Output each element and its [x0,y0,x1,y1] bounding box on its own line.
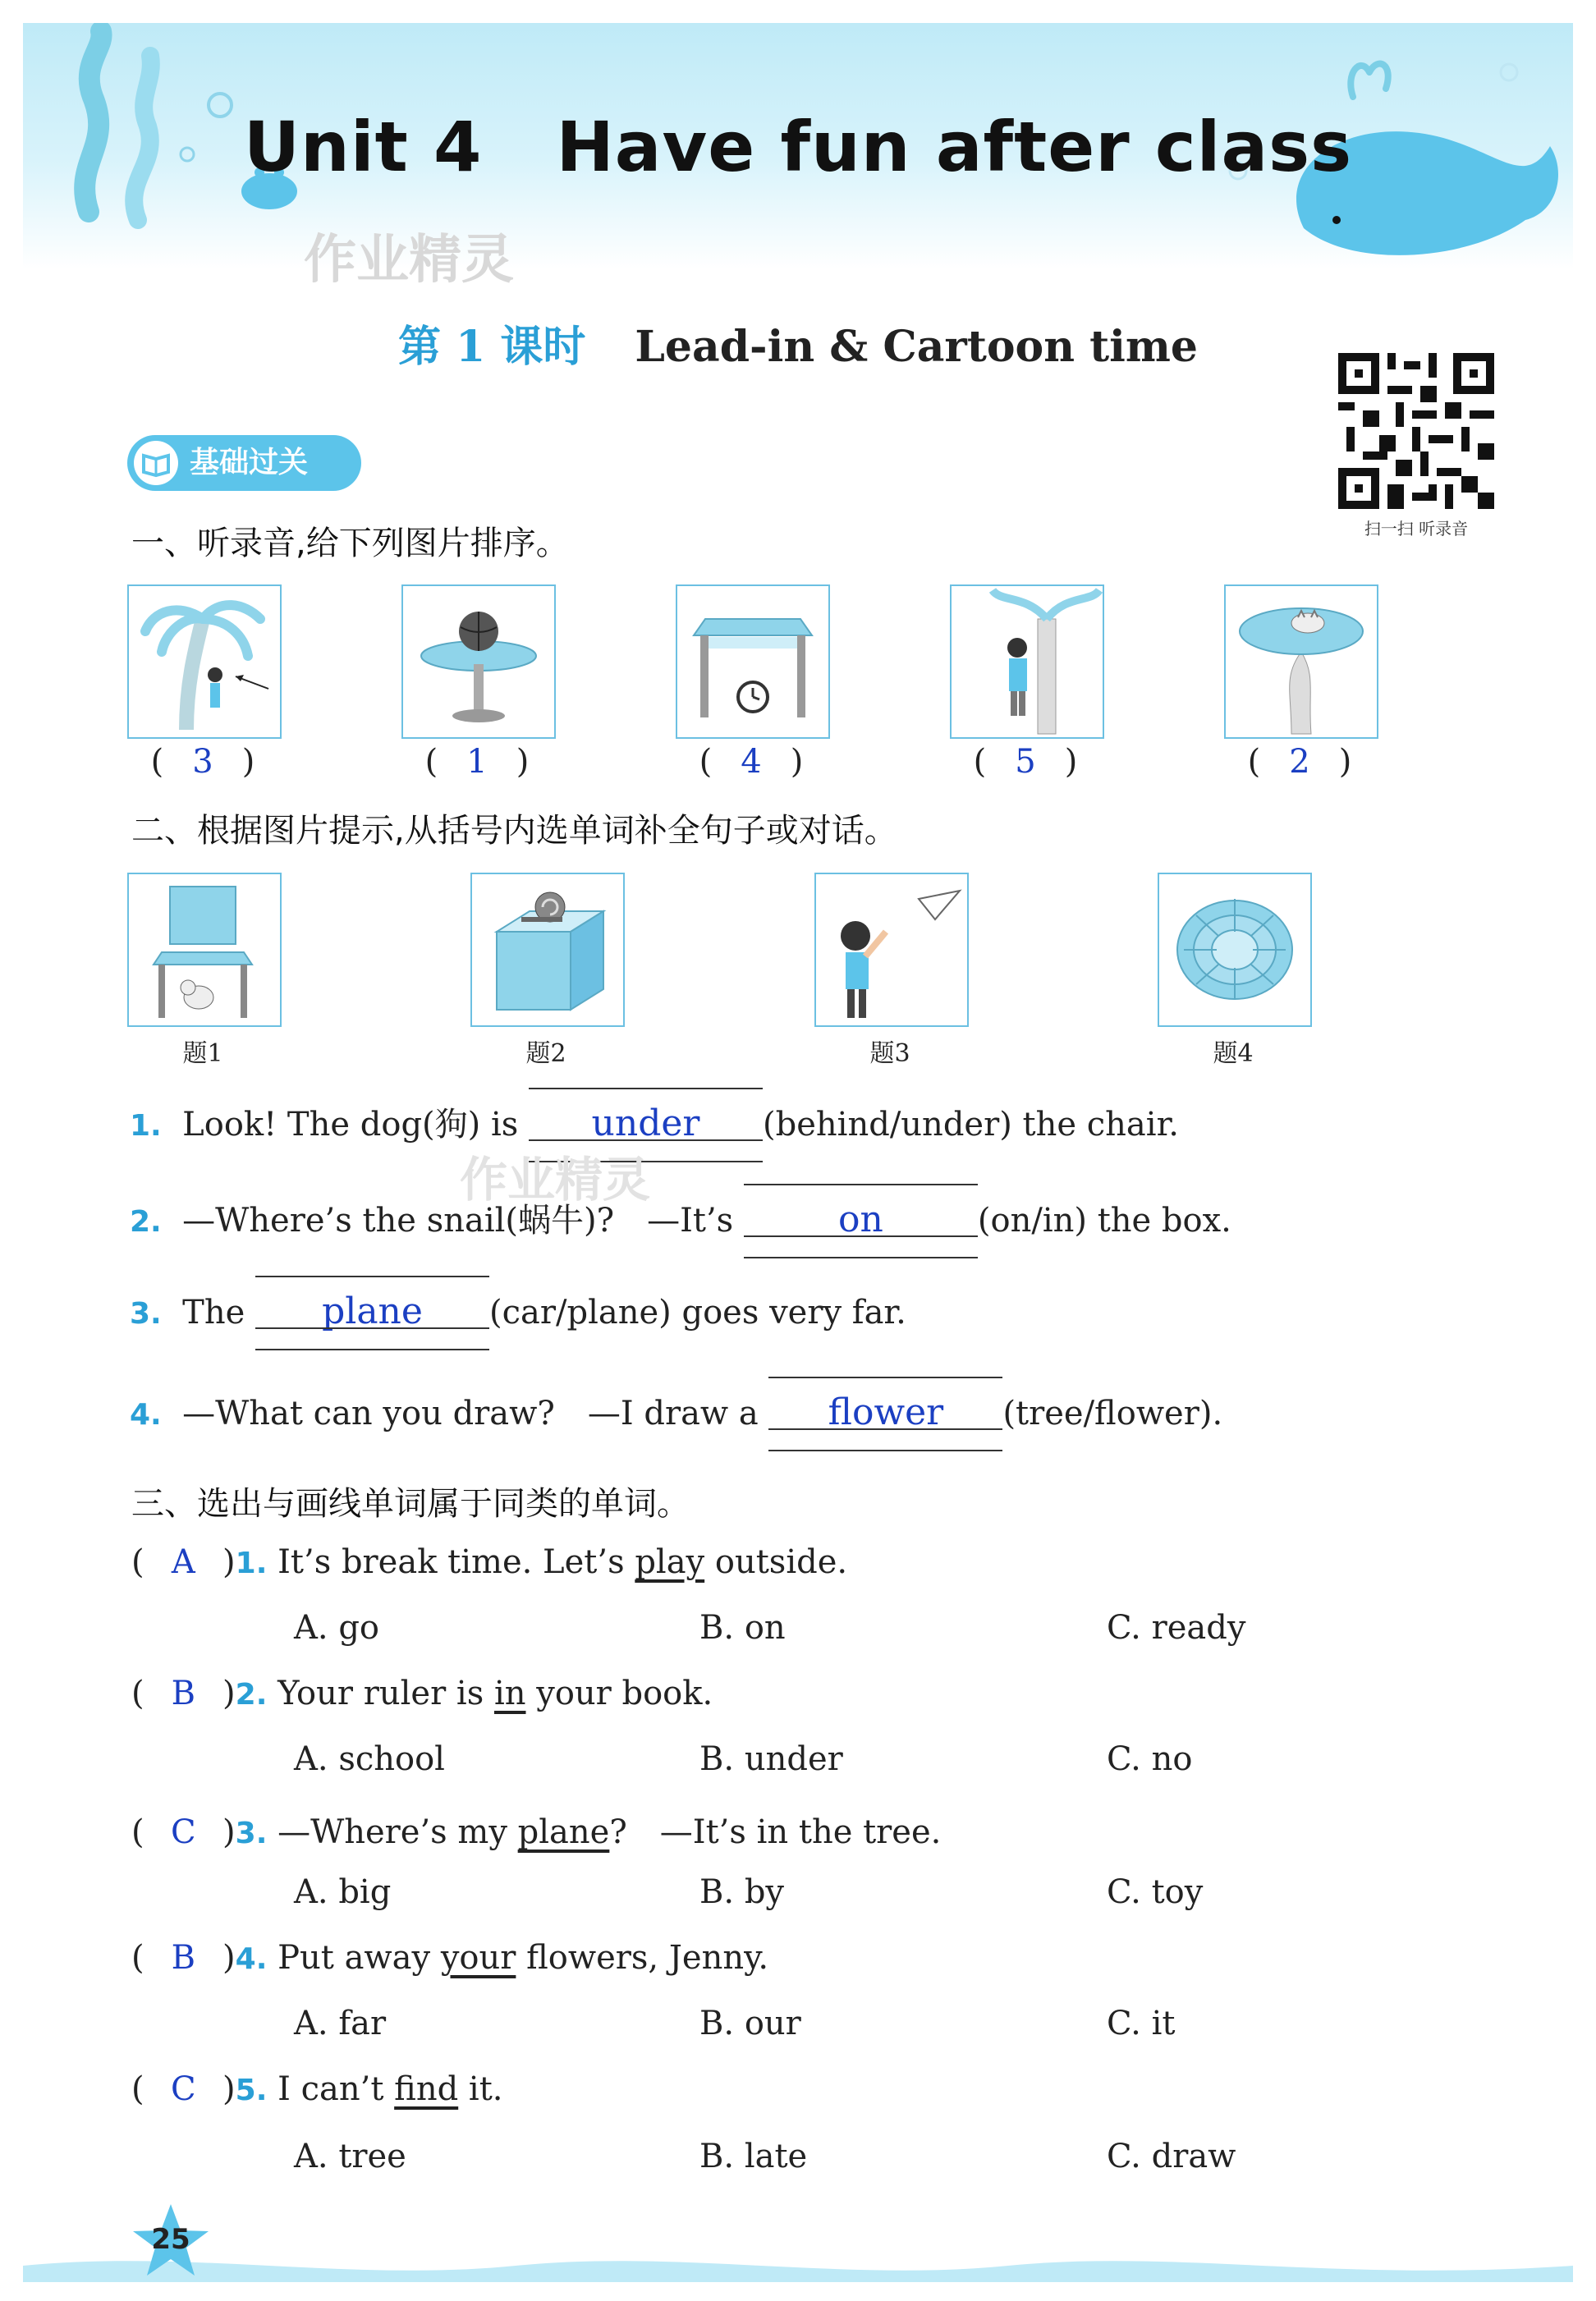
section1-title: 一、听录音,给下列图片排序。 [131,525,569,562]
s3-q5-option-a[interactable]: A. tree [294,2138,406,2175]
s3-q5-option-c[interactable]: C. draw [1107,2138,1236,2175]
s2-blank-1[interactable]: under [529,1102,763,1144]
s2-item-4: 4. —What can you draw? —I draw a flower (tree/flower). [130,1387,1222,1434]
s1-answer-2[interactable]: ( 1 ) [424,743,530,781]
section-badge [127,435,361,491]
s3-q2-option-c[interactable]: C. no [1107,1740,1193,1778]
s1-answer-4[interactable]: ( 5 ) [973,743,1078,781]
s3-answer-5[interactable]: C [171,2070,196,2108]
section2-title: 二、根据图片提示,从括号内选单词补全句子或对话。 [131,812,897,850]
boy-paper-plane-icon [816,874,967,1025]
s3-answer-2[interactable]: B [171,1675,196,1712]
lesson-number: 第 1 课时 [397,322,586,372]
s2-caption-4: 题4 [1213,1039,1254,1068]
dog-under-chair-icon [129,874,280,1025]
unit-name: Have fun after class [556,107,1353,187]
palm-tree-boy-icon [129,586,280,737]
s1-answer-3[interactable]: ( 4 ) [699,743,804,781]
s2-caption-1: 题1 [182,1039,223,1068]
s1-picture-5 [1224,584,1378,739]
s2-item-3: 3. The plane (car/plane) goes very far. [130,1290,906,1332]
s2-blank-4[interactable]: flower [768,1391,1002,1433]
watermark: 作业精灵 [304,230,514,291]
s3-answer-3[interactable]: C [171,1813,196,1851]
s3-answer-4[interactable]: B [171,1939,196,1977]
s3-q4-option-b[interactable]: B. our [699,2005,801,2042]
watermark-2: 作业精灵 [460,1152,651,1208]
s2-picture-3 [814,873,969,1027]
qr-caption: 扫一扫 听录音 [1364,519,1469,539]
s3-question-5: ( C )5. I can’t find it. [131,2070,503,2108]
s2-blank-2[interactable]: on [744,1199,978,1240]
s3-q5-option-b[interactable]: B. late [699,2138,808,2175]
s3-q3-option-a[interactable]: A. big [294,1873,392,1911]
s3-q2-option-a[interactable]: A. school [294,1740,445,1778]
boy-by-tree-icon [952,586,1103,737]
s1-picture-1 [127,584,282,739]
s1-answer-5[interactable]: ( 2 ) [1247,743,1352,781]
s3-answer-1[interactable]: A [171,1543,195,1581]
page-number: 25 [151,2223,190,2256]
s2-blank-3[interactable]: plane [255,1290,489,1332]
s3-question-1: ( A )1. It’s break time. Let’s play outside. [131,1543,848,1581]
unit-number: Unit 4 [243,107,483,187]
s2-picture-2 [470,873,625,1027]
clock-under-desk-icon [677,586,828,737]
s1-picture-4 [950,584,1104,739]
s1-picture-2 [401,584,556,739]
s2-item-2: 2. —Where’s the snail(蜗牛)? —It’s on (on/in) the box. [130,1194,1231,1241]
book-icon [134,441,178,485]
s2-item-1: 1. Look! The dog(狗) is under (behind/under) the chair. [130,1098,1179,1145]
s2-picture-1 [127,873,282,1027]
lesson-name: Lead-in & Cartoon time [635,322,1199,372]
unit-title [0,107,1596,187]
s3-q3-option-c[interactable]: C. toy [1107,1873,1204,1911]
ball-on-table-icon [403,586,554,737]
s3-q4-option-a[interactable]: A. far [294,2005,387,2042]
s1-picture-3 [676,584,830,739]
badge-label: 基础过关 [190,446,309,479]
s3-q4-option-c[interactable]: C. it [1107,2005,1176,2042]
s3-q3-option-b[interactable]: B. by [699,1873,785,1911]
s2-caption-3: 题3 [869,1039,910,1068]
s3-q1-option-b[interactable]: B. on [699,1609,786,1647]
snail-on-box-icon [472,874,623,1025]
footer-wave [23,2249,1573,2282]
s2-picture-4 [1158,873,1312,1027]
s2-caption-2: 题2 [525,1039,566,1068]
section3-title: 三、选出与画线单词属于同类的单词。 [131,1485,690,1523]
s3-question-3: ( C )3. —Where’s my plane? —It’s in the tree. [131,1813,942,1851]
s3-q2-option-b[interactable]: B. under [699,1740,843,1778]
s3-q1-option-c[interactable]: C. ready [1107,1609,1246,1647]
s1-answer-1[interactable]: ( 3 ) [150,743,255,781]
cat-in-tree-icon [1226,586,1377,737]
s3-q1-option-a[interactable]: A. go [294,1609,380,1647]
qr-code-icon[interactable] [1338,353,1494,509]
s3-question-2: ( B )2. Your ruler is in your book. [131,1675,713,1712]
chrysanthemum-icon [1159,874,1310,1025]
s3-question-4: ( B )4. Put away your flowers, Jenny. [131,1939,769,1977]
